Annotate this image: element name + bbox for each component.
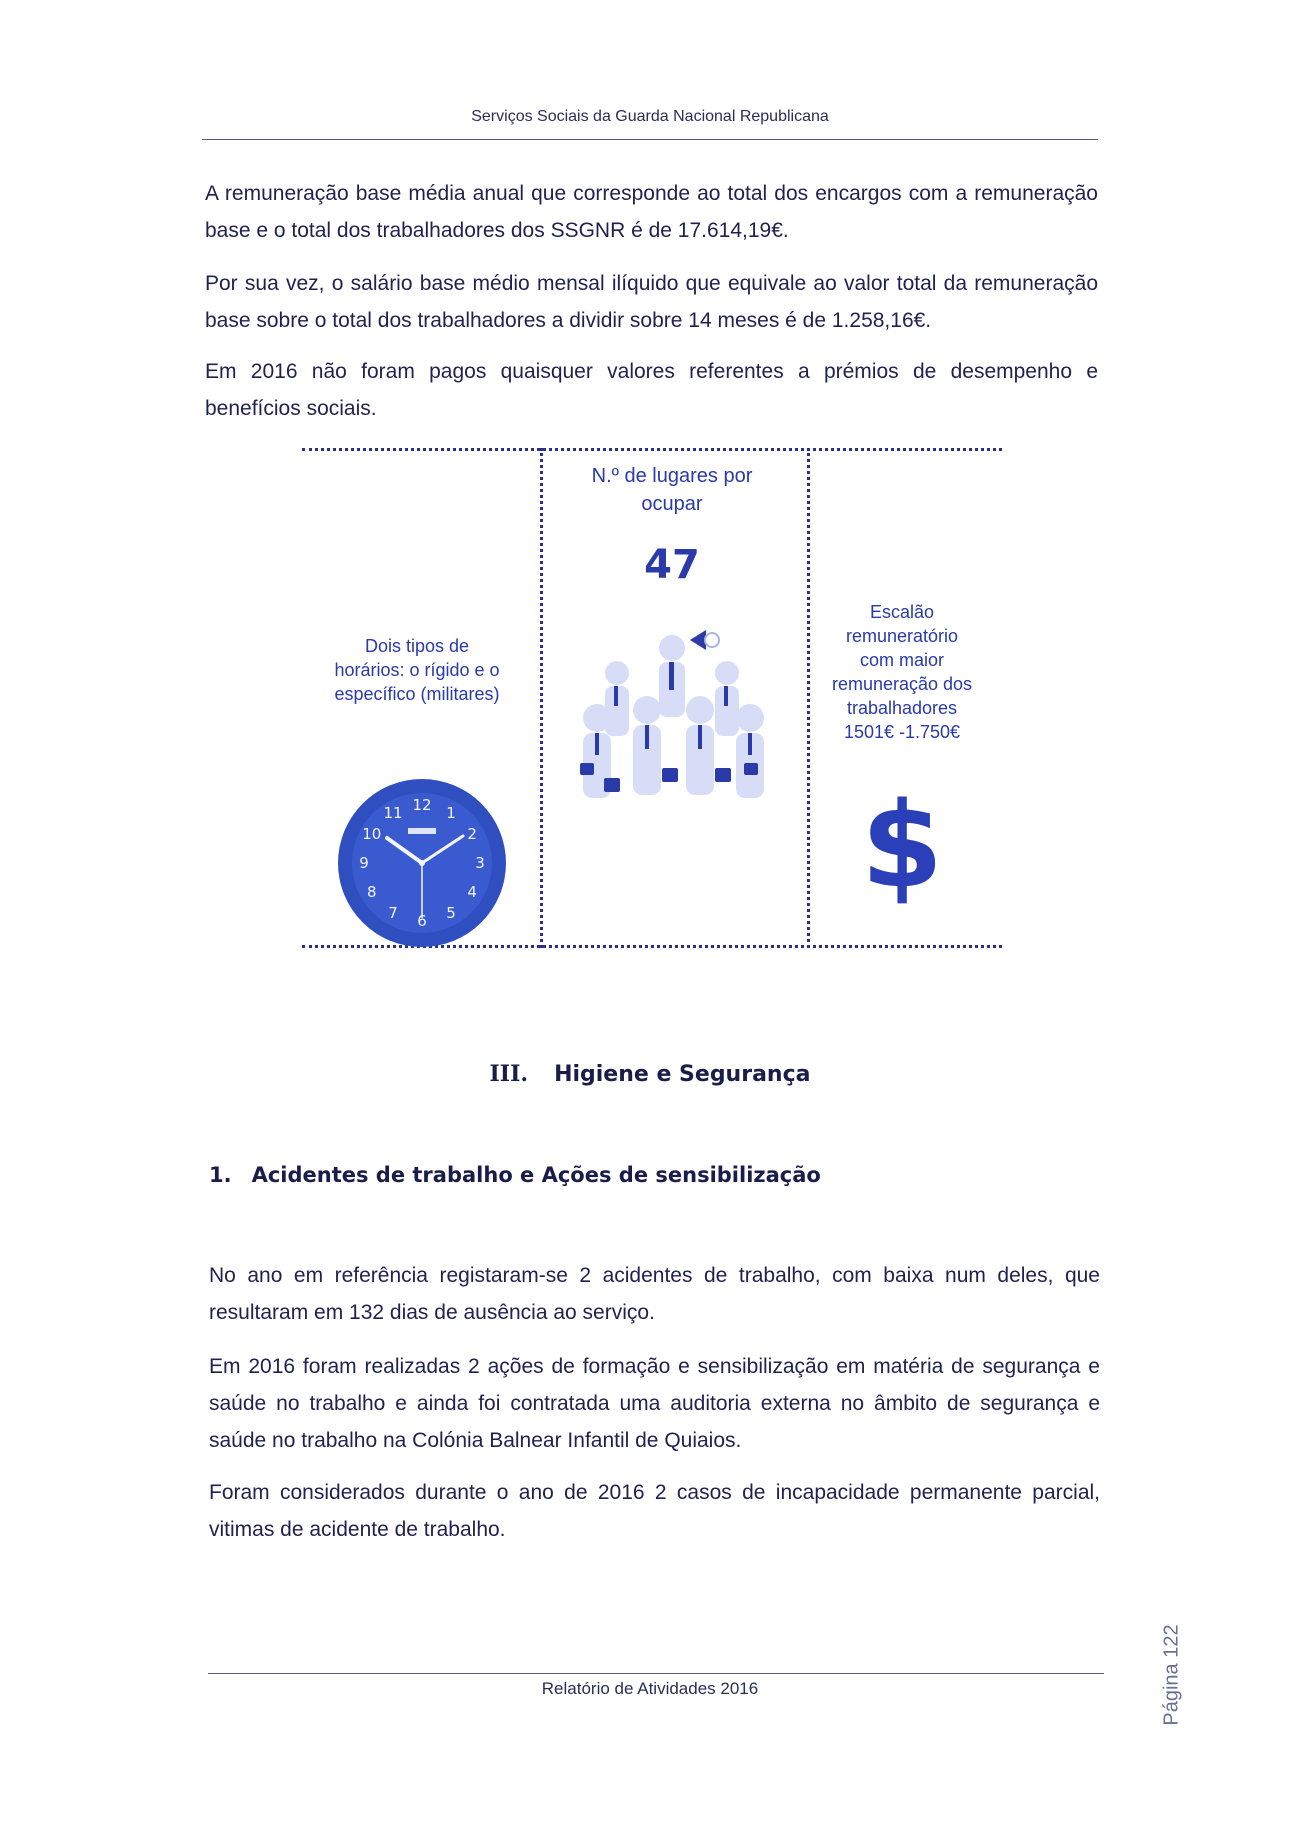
infographic-top-border (302, 448, 1002, 451)
people-group-icon (572, 618, 772, 808)
paragraph-training-actions: Em 2016 foram realizadas 2 ações de formação e sensibilização em matéria de segurança e saúde no trabalho e ainda foi contratada uma auditoria externa no âmbito de segurança e saúde no trabalho na Colónia Balnear Infantil de Quiaios. (209, 1355, 1100, 1452)
clock-number: 5 (446, 904, 456, 923)
paragraph-incapacity-cases: Foram considerados durante o ano de 2016 2 casos de incapacidade permanente parcial, vitimas de acidente de trabalho. (209, 1481, 1100, 1541)
clock-number: 3 (475, 854, 485, 872)
subsection-number: 1. (209, 1163, 232, 1187)
section-heading (0, 1061, 1300, 1087)
clock-number: 9 (359, 854, 369, 872)
section-title: Higiene e Segurança (554, 1062, 811, 1087)
clock-icon (335, 776, 509, 950)
infographic-divider-right (807, 448, 810, 948)
clock-number: 1 (446, 803, 456, 822)
dollar-icon: $ (860, 776, 944, 914)
salary-bracket-text: Escalão remuneratório com maior remuneração dos trabalhadores 1501€ -1.750€ (831, 602, 973, 742)
page-header: Serviços Sociais da Guarda Nacional Republicana (471, 108, 829, 125)
vacancies-value: 47 (644, 542, 700, 588)
clock-number: 6 (417, 912, 427, 930)
footer-divider (208, 1673, 1104, 1674)
clock-number: 11 (383, 803, 403, 822)
vacancies-label: N.º de lugares por ocupar (591, 465, 753, 515)
paragraph-monthly-salary: Por sua vez, o salário base médio mensal ilíquido que equivale ao valor total da remuneração base sobre o total dos trabalhadores a dividir sobre 14 meses é de 1.258,16€. (205, 272, 1098, 332)
staff-infographic (302, 448, 1002, 948)
section-number: III. (489, 1061, 529, 1087)
page-number-label: Página 122 (1160, 1624, 1183, 1726)
paragraph-average-remuneration: A remuneração base média anual que corresponde ao total dos encargos com a remuneração base e o total dos trabalhadores dos SSGNR é de 17.614,19€. (205, 182, 1098, 242)
subsection-heading (209, 1163, 821, 1187)
header-divider (202, 139, 1098, 140)
infographic-divider-left (540, 448, 543, 948)
clock-number: 10 (362, 825, 382, 843)
clock-number: 2 (467, 825, 477, 843)
clock-number: 12 (412, 796, 432, 814)
page-number (1152, 1600, 1192, 1750)
page-footer: Relatório de Atividades 2016 (541, 1679, 759, 1698)
paragraph-accidents: No ano em referência registaram-se 2 acidentes de trabalho, com baixa num deles, que resultaram em 132 dias de ausência ao serviço. (209, 1264, 1100, 1324)
schedule-types-text: Dois tipos de horários: o rígido e o específico (militares) (334, 636, 500, 704)
paragraph-no-bonuses: Em 2016 não foram pagos quaisquer valores referentes a prémios de desempenho e benefícios sociais. (205, 360, 1098, 420)
subsection-title: Acidentes de trabalho e Ações de sensibilização (251, 1163, 821, 1187)
clock-number: 8 (367, 883, 377, 901)
clock-number: 4 (467, 883, 477, 901)
clock-number: 7 (388, 904, 398, 923)
